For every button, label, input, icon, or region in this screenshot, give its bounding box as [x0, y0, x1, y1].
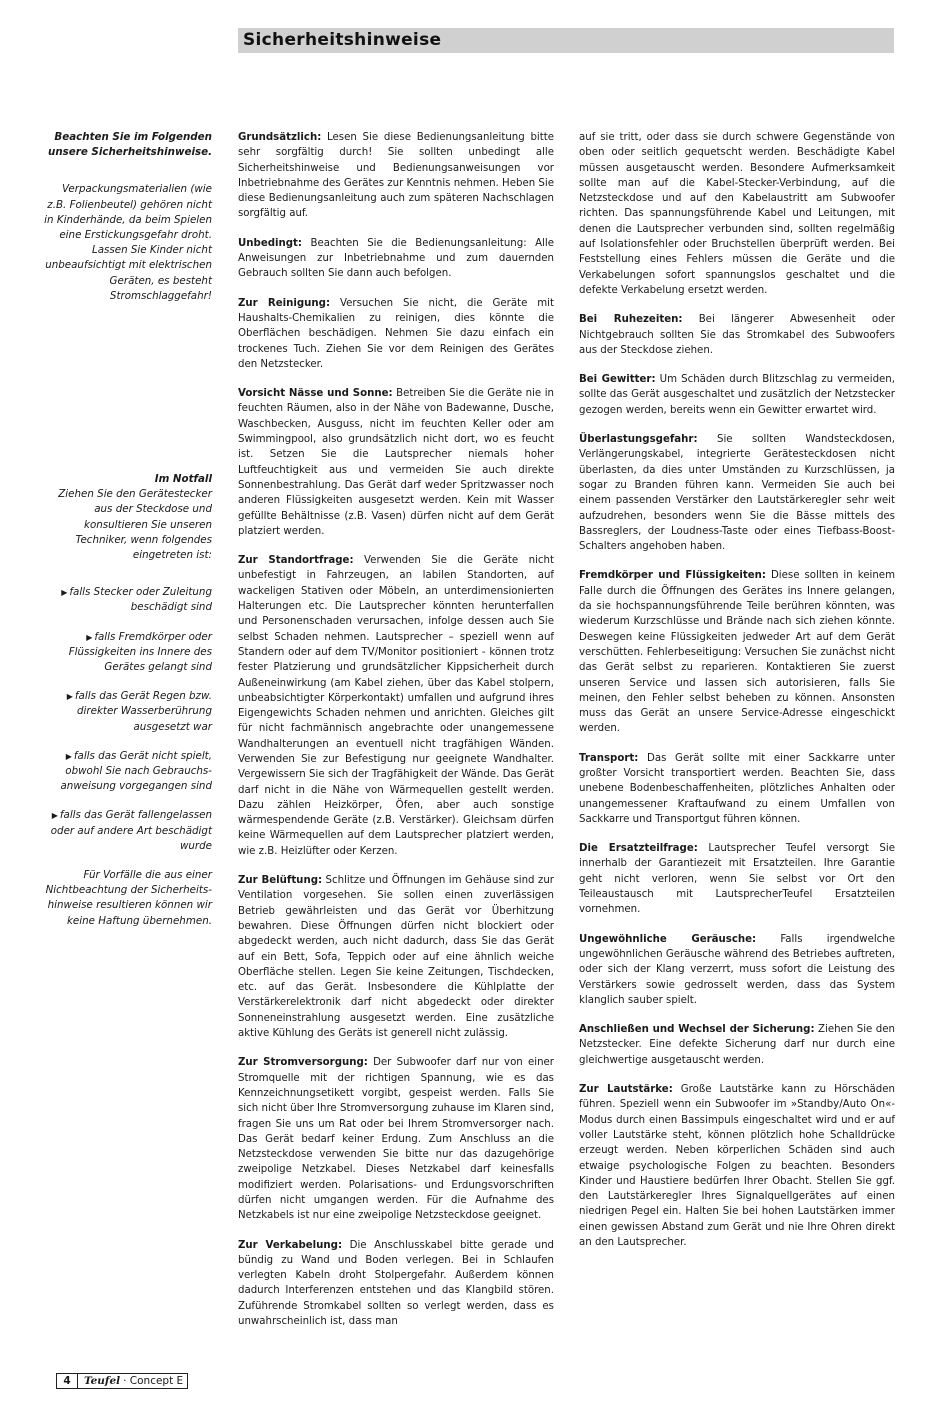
safety-section: Die Ersatzteilfrage: Lautsprecher Teufel versorgt Sie innerhalb der Garantiezeit mit Ersatzteilen. Ihre Garantie geht nicht verloren, wenn Sie selbst vor Ort den Teileaustausch mit LautsprecherTeufel Ersatzteilen vornehmen. [579, 843, 895, 916]
safety-section: Anschließen und Wechsel der Sicherung: Ziehen Sie den Netzstecker. Eine defekte Sicherung darf nur durch eine gleichwertige ausgetauscht werden. [579, 1024, 895, 1066]
emergency-bullet: ▶ falls das Gerät fallengelassen oder auf andere Art beschädigt wurde [50, 809, 212, 852]
safety-section: Ungewöhnliche Geräusche: Falls irgendwelche ungewöhnlichen Geräusche während des Betriebes auftreten, oder sich der Klang verzerrt, muss sofort die Leistung des Verstärkers sowie gedrosselt werden, dass das System klanglich sauber spielt. [579, 933, 895, 1006]
sidebar-packaging-warning: Verpackungsmaterialien (wie z.B. Folienbeutel) gehören nicht in Kinderhände, da beim Spielen eine Erstickungsgefahr droht. Lassen Sie Kinder nicht unbeaufsichtigt mit elektrischen Geräten, es besteht Stromschlaggefahr! [44, 183, 212, 302]
safety-section: Grundsätzlich: Lesen Sie diese Bedienungsanleitung bitte sehr sorgfältig durch! Sie sollten unbedingt alle Sicherheitshinweise und Bedienungsanweisungen vor Inbetriebnahme des Gerätes zur Kenntnis nehmen. Heben Sie diese Bedienungsanleitung auch zum späteren Nachschlagen sorgfältig auf. [238, 132, 554, 220]
liability-disclaimer: Für Vorfälle die aus einer Nichtbeachtung der Sicherheits-hinweise resultieren können wir keine Haftung übernehmen. [45, 869, 212, 927]
page-title: Sicherheitshinweise [243, 30, 442, 50]
emergency-bullet: ▶ falls Fremdkörper oder Flüssigkeiten ins Innere des Gerätes gelangt sind [68, 630, 212, 674]
brand-logo: Teufel [84, 1375, 121, 1387]
safety-section: Bei Gewitter: Um Schäden durch Blitzschlag zu vermeiden, sollte das Gerät ausgeschaltet und zusätzlich der Netzstecker gezogen werden, bereits wenn ein Gewitter erwartet wird. [579, 374, 895, 416]
safety-section: Zur Verkabelung: Die Anschlusskabel bitte gerade und bündig zu Wand und Boden verlegen. Bei in Schlaufen verlegten Kabeln droht Stolpergefahr. Außerdem können dadurch Interferenzen entstehen und das Klangbild stören. Zuführende Stromkabel sollten so verlegt werden, dass es unwahrscheinlich ist, dass man [238, 1239, 554, 1328]
safety-section: Unbedingt: Beachten Sie die Bedienungsanleitung: Alle Anweisungen zur Inbetriebnahme und zum dauernden Gebrauch sollten Sie dann auch befolgen. [238, 237, 554, 280]
sidebar-emergency-block [40, 472, 212, 941]
emergency-title: Im Notfall [154, 473, 212, 485]
page-header [238, 28, 894, 53]
page-number: 4 [57, 1374, 78, 1388]
safety-section: Überlastungsgefahr: Sie sollten Wandsteckdosen, Verlängerungskabel, integrierte Gerätesteckdosen nicht überlasten, da dies unter Umständen zu Kurzschlüssen, ja sogar zu Branden führen kann. Vermeiden Sie auch bei einem passenden Verstärker den Lautstärkeregler sehr weit aufzudrehen, besonders wenn Sie die Bässe mittels des Bassreglers, der Loudness-Taste oder eines Tiefbass-Boost-Schalters angehoben haben. [579, 434, 895, 553]
sidebar-intro-block [40, 130, 212, 316]
triangle-bullet-icon: ▶ [86, 632, 93, 642]
sidebar-intro: Beachten Sie im Folgenden unsere Sicherheitshinweise. [48, 131, 212, 159]
page-footer [56, 1373, 188, 1389]
product-name: · Concept E [123, 1375, 184, 1387]
emergency-bullet: ▶ falls das Gerät nicht spielt, obwohl Sie nach Gebrauchs-anweisung vorgegangen sind [60, 749, 212, 793]
safety-section: Transport: Das Gerät sollte mit einer Sackkarre unter großter Vorsicht transportiert werden. Beachten Sie, dass unebene Bodenbeschaffenheiten, plötzliches Anhalten oder unangemessener Kraftaufwand zu einem Umfallen von Sackkarre und Transportgut führen können. [579, 752, 895, 825]
safety-section: Zur Stromversorgung: Der Subwoofer darf nur von einer Stromquelle mit der richtigen Spannung, wie es das Kennzeichnungsetikett vorgibt, gespeist werden. Falls Sie sich nicht über Ihre Stromversorgung zuhause im Klaren sind, fragen Sie uns um Rat oder bei Ihrem Stromversorger nach. Das Gerät bedarf keiner Erdung. Zum Anschluss an die Netzsteckdose verwenden Sie bitte nur das dazugehörige zweipolige Netzkabel. Dieses Netzkabel darf keinesfalls modifiziert werden. Polarisations- und Erdungsvorschriften dürfen nicht umgangen werden. Für die Aufnahme des Netzkabels ist nur eine zweipolige Netzsteckdose geeignet. [238, 1057, 554, 1222]
emergency-text: Ziehen Sie den Gerätestecker aus der Steckdose und konsultieren Sie unseren Techniker, wenn folgendes eingetreten ist: [58, 488, 212, 562]
safety-section: Bei Ruhezeiten: Bei längerer Abwesenheit oder Nichtgebrauch sollten Sie das Stromkabel des Subwoofers aus der Steckdose ziehen. [579, 314, 895, 356]
emergency-bullet: ▶ falls das Gerät Regen bzw. direkter Wasserberührung ausgesetzt war [66, 690, 212, 733]
safety-section: Zur Reinigung: Versuchen Sie nicht, die Geräte mit Haushalts-Chemikalien zu reinigen, dies könnte die Oberflächen beschädigen. Nehmen Sie dazu einfach ein trockenes Tuch. Ziehen Sie vor dem Reinigen des Gerätes den Netzstecker. [238, 297, 554, 370]
safety-section: Vorsicht Nässe und Sonne: Betreiben Sie die Geräte nie in feuchten Räumen, also in der Nähe von Badewanne, Dusche, Waschbecken, Ausguss, nicht im feuchten Keller oder am Swimmingpool, also grundsätzlich nicht dort, wo es feucht ist. Setzen Sie die Lautsprecher niemals hoher Luftfeuchtigkeit aus und vermeiden Sie auch direkte Sonnenbestrahlung. Das Gerät darf weder Spritzwasser noch anderen Flüssigkeiten ausgesetzt werden. Kein mit Wasser gefüllte Behältnisse (z.B. Vasen) dürfen nicht auf dem Gerät platziert werden. [238, 388, 554, 537]
safety-section: Zur Standortfrage: Verwenden Sie die Geräte nicht unbefestigt in Fahrzeugen, an labilen Standorten, auf wackeligen Stativen oder Möbeln, an unterdimensionierten Halterungen etc. Die Lautsprecher könnten herunterfallen und Personenschaden verursachen, infolge dessen auch Sie selbst Schaden nehmen. Lautsprecher – speziell wenn auf Standern oder auf dem TV/Monitor positioniert - können trotz fester Platzierung und grundsätzlicher Kippsicherheit durch Außeneinwirkung (am Kabel ziehen, über das Kabel stolpern, unbeabsichtigter Körperkontakt) umfallen und aufgrund ihres Eigengewichts Schaden nehmen und anrichten. Gleiches gilt für nicht fachmännisch angebrachte oder unangemessene Wandhalterungen an eventuell nicht tragfähigen Wänden. Verwenden Sie zur Befestigung nur geeignete Wandhalter. Vergewissern Sie sich der Tragfähigkeit der Wände. Das Gerät darf nicht in die Nähe von Wärmequellen gestellt werden. Dazu zählen Heizkörper, Öfen, aber auch sonstige wärmespendende Geräte (z.B. Verstärker). Gleichsam dürfen keine Wärmequellen auf dem Lautsprecher platziert werden, wie z.B. Heizlüfter oder Kerzen. [238, 555, 554, 857]
emergency-bullet: ▶ falls Stecker oder Zuleitung beschädigt sind [61, 586, 212, 614]
triangle-bullet-icon: ▶ [66, 692, 73, 702]
content-column-right [579, 130, 895, 1264]
content-column-left [238, 130, 554, 1343]
safety-section: Zur Belüftung: Schlitze und Öffnungen im Gehäuse sind zur Ventilation vorgesehen. Sie sollen einen zuverlässigen Betrieb gewährleisten und das Gerät vor Überhitzung bewahren. Diese Öffnungen dürfen nicht blockiert oder abgedeckt werden, auch nicht dadurch, dass Sie das Gerät auf ein Bett, Sofa, Teppich oder auf eine ähnlich weiche Oberfläche stellen. Legen Sie keine Zeitungen, Tischdecken, etc. auf das Gerät. Insbesondere die Kühlplatte der Verstärkerelektronik darf nicht abgedeckt oder direkter Sonneneinstrahlung ausgesetzt werden. Eine zusätzliche aktive Kühlung des Geräts ist generell nicht zulässig. [238, 875, 554, 1040]
safety-section: Fremdkörper und Flüssigkeiten: Diese sollten in keinem Falle durch die Öffnungen des Gerätes ins Innere gelangen, da sie hochspannungsführende Teile berühren könnten, was wiederum Kurzschlüsse und Brände nach sich ziehen könnte. Deswegen keine Flüssigkeiten jedweder Art auf dem Gerät verschütten. Fehlerbeseitigung: Versuchen Sie zunächst nicht das Gerät selbst zu reparieren. Kontaktieren Sie zuerst unseren Service und lassen sich autorisieren, falls Sie meinen, den Fehler selbst beheben zu können. Ansonsten muss das Gerät an unsere Service-Adresse eingeschickt werden. [579, 570, 895, 735]
safety-section: auf sie tritt, oder dass sie durch schwere Gegenstände von oben oder seitlich gequetscht werden. Beschädigte Kabel müssen ausgetauscht werden. Besondere Aufmerksamkeit sollte man auf die Kabel-Stecker-Verbindung, auf die Netzsteckdose und auf den Kabelaustritt am Subwoofer richten. Das spannungsführende Kabel und Leitungen, mit denen die Lautsprecher verbunden sind, sollten regelmäßig auf Isolationsfehler oder Bruchstellen überprüft werden. Bei Feststellung eines Fehlers müssen die Geräte und die Verkabelungen sofort spannungslos geschaltet und die defekte Verkabelung ersetzt werden. [579, 132, 895, 296]
triangle-bullet-icon: ▶ [61, 588, 68, 598]
triangle-bullet-icon: ▶ [51, 811, 58, 821]
safety-section: Zur Lautstärke: Große Lautstärke kann zu Hörschäden führen. Speziell wenn ein Subwoofer im »Standby/Auto On«-Modus durch einen Bassimpuls eingeschaltet wird und er auf voller Lautstärke steht, können plötzlich hohe Schalldrücke erzeugt werden. Neben körperlichen Schäden sind auch etwaige psychologische Folgen zu beachten. Besonders Kinder und Haustiere bedürfen Ihrer Obacht. Stellen Sie ggf. den Lautstärkeregler Ihres Signalquellgerätes auf einen niedrigen Pegel ein. Halten Sie bei hohen Lautstärken immer einen gewissen Abstand zum Gerät und nie Ihre Ohren direkt an den Lautsprecher. [579, 1084, 895, 1248]
triangle-bullet-icon: ▶ [65, 751, 72, 761]
